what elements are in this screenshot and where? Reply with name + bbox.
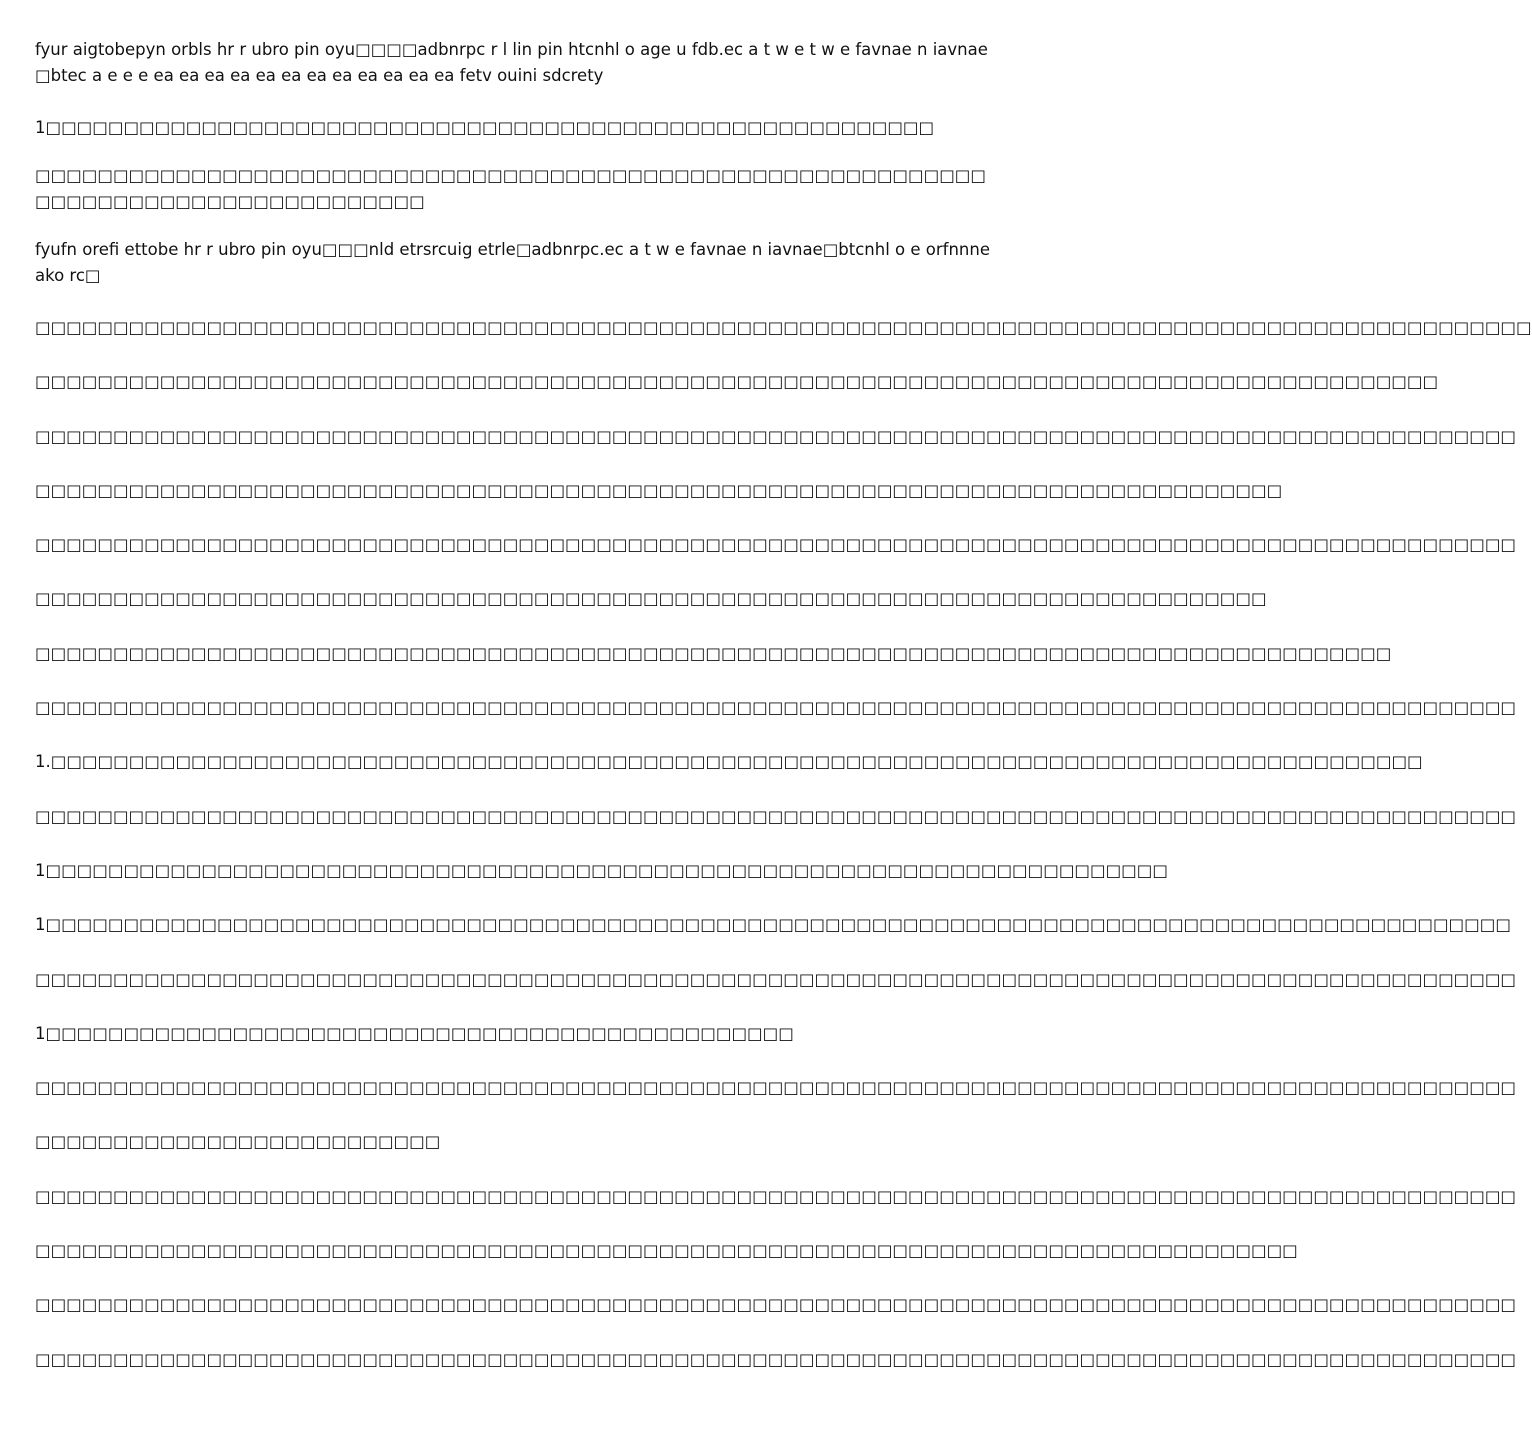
text-line: □□□□□□□□□□□□□□□□□□□□□□□□□□□□□□□□□□□□□□□□□□□□□□□□□□□□□□□□□□□□□□□□□□□□□□□□□□□□□□□□□□□□□□□□□□□□□□□	[35, 426, 1517, 446]
paragraph-2: 1□□□□□□□□□□□□□□□□□□□□□□□□□□□□□□□□□□□□□□□□□□□□□□□□□□□□□□□□□	[35, 118, 935, 137]
text-line: 1.□□□□□□□□□□□□□□□□□□□□□□□□□□□□□□□□□□□□□□□□□□□□□□□□□□□□□□□□□□□□□□□□□□□□□□□□□□□□□□□□□□□□□□□□	[35, 752, 1423, 772]
text-line: □□□□□□□□□□□□□□□□□□□□□□□□□□□□□□□□□□□□□□□□□□□□□□□□□□□□□□□□□□□□□□□□□□□□□□□□□□□□□□□□□□□□□□□□□□□□□□□	[35, 1186, 1517, 1206]
text-line: □□□□□□□□□□□□□□□□□□□□□□□□□□□□□□□□□□□□□□□□□□□□□□□□□□□□□□□□□□□□□□□□□□□□□□□□□□□□□□□□□□□□□□□□□□□□□□□□	[35, 318, 1532, 337]
paragraph-3: □□□□□□□□□□□□□□□□□□□□□□□□□□□□□□□□□□□□□□□□□□□□□□□□□□□□□□□□□□□□□□□□□□□□□□□□□□□□□□□□□□□□□□	[35, 166, 986, 211]
text-line: 1□□□□□□□□□□□□□□□□□□□□□□□□□□□□□□□□□□□□□□□□□□□□□□□□	[35, 1023, 794, 1043]
paragraph-4: fyufn orefi ettobe hr r ubro pin oyu□□□nld etrsrcuig etrle□adbnrpc.ec a t w e favnae n iavnae□btcnhl o e orfnnne ako rc□	[35, 240, 991, 285]
document-page	[35, 37, 1532, 1401]
text-line: □□□□□□□□□□□□□□□□□□□□□□□□□□□□□□□□□□□□□□□□□□□□□□□□□□□□□□□□□□□□□□□□□□□□□□□□□□□□□□□□□	[35, 1241, 1298, 1261]
text-line: □□□□□□□□□□□□□□□□□□□□□□□□□□□□□□□□□□□□□□□□□□□□□□□□□□□□□□□□□□□□□□□□□□□□□□□□□□□□□□□□□□□□□□□□□□	[35, 372, 1439, 392]
text-line: □□□□□□□□□□□□□□□□□□□□□□□□□□	[35, 1132, 441, 1152]
text-line: 1□□□□□□□□□□□□□□□□□□□□□□□□□□□□□□□□□□□□□□□□□□□□□□□□□□□□□□□□□□□□□□□□□□□□□□□□	[35, 860, 1168, 880]
text-line: □□□□□□□□□□□□□□□□□□□□□□□□□□□□□□□□□□□□□□□□□□□□□□□□□□□□□□□□□□□□□□□□□□□□□□□□□□□□□□□□□□□□□□□□□□□□□□□	[35, 698, 1517, 718]
text-line: 1□□□□□□□□□□□□□□□□□□□□□□□□□□□□□□□□□□□□□□□□□□□□□□□□□□□□□□□□□□□□□□□□□□□□□□□□□□□□□□□□□□□□□□□□□□□□□□	[35, 915, 1511, 935]
text-line: □□□□□□□□□□□□□□□□□□□□□□□□□□□□□□□□□□□□□□□□□□□□□□□□□□□□□□□□□□□□□□□□□□□□□□□□□□□□□□□□□□□□□□□	[35, 643, 1392, 663]
text-line: □□□□□□□□□□□□□□□□□□□□□□□□□□□□□□□□□□□□□□□□□□□□□□□□□□□□□□□□□□□□□□□□□□□□□□□□□□□□□□□□□□□□□□□□□□□□□□□	[35, 535, 1517, 555]
text-line: □□□□□□□□□□□□□□□□□□□□□□□□□□□□□□□□□□□□□□□□□□□□□□□□□□□□□□□□□□□□□□□□□□□□□□□□□□□□□□□□	[35, 480, 1283, 500]
paragraph-1: fyur aigtobepyn orbls hr r ubro pin oyu□□□□adbnrpc r l lin pin htcnhl o age u fdb.ec a t w e t w e favnae n iavnae□btec a e e e ea ea ea ea ea ea ea ea ea ea ea ea fetv ouini sdcrety	[35, 40, 988, 85]
text-line: □□□□□□□□□□□□□□□□□□□□□□□□□□□□□□□□□□□□□□□□□□□□□□□□□□□□□□□□□□□□□□□□□□□□□□□□□□□□□□□□□□□□□□□□□□□□□□□	[35, 1349, 1517, 1369]
text-line: □□□□□□□□□□□□□□□□□□□□□□□□□□□□□□□□□□□□□□□□□□□□□□□□□□□□□□□□□□□□□□□□□□□□□□□□□□□□□□□□□□□□□□□□□□□□□□□	[35, 969, 1517, 989]
text-line: □□□□□□□□□□□□□□□□□□□□□□□□□□□□□□□□□□□□□□□□□□□□□□□□□□□□□□□□□□□□□□□□□□□□□□□□□□□□□□□□□□□□□□□□□□□□□□□	[35, 1078, 1517, 1098]
text-line: □□□□□□□□□□□□□□□□□□□□□□□□□□□□□□□□□□□□□□□□□□□□□□□□□□□□□□□□□□□□□□□□□□□□□□□□□□□□□□□	[35, 589, 1267, 609]
text-line: □□□□□□□□□□□□□□□□□□□□□□□□□□□□□□□□□□□□□□□□□□□□□□□□□□□□□□□□□□□□□□□□□□□□□□□□□□□□□□□□□□□□□□□□□□□□□□□	[35, 1295, 1517, 1315]
text-line: □□□□□□□□□□□□□□□□□□□□□□□□□□□□□□□□□□□□□□□□□□□□□□□□□□□□□□□□□□□□□□□□□□□□□□□□□□□□□□□□□□□□□□□□□□□□□□□	[35, 806, 1517, 826]
